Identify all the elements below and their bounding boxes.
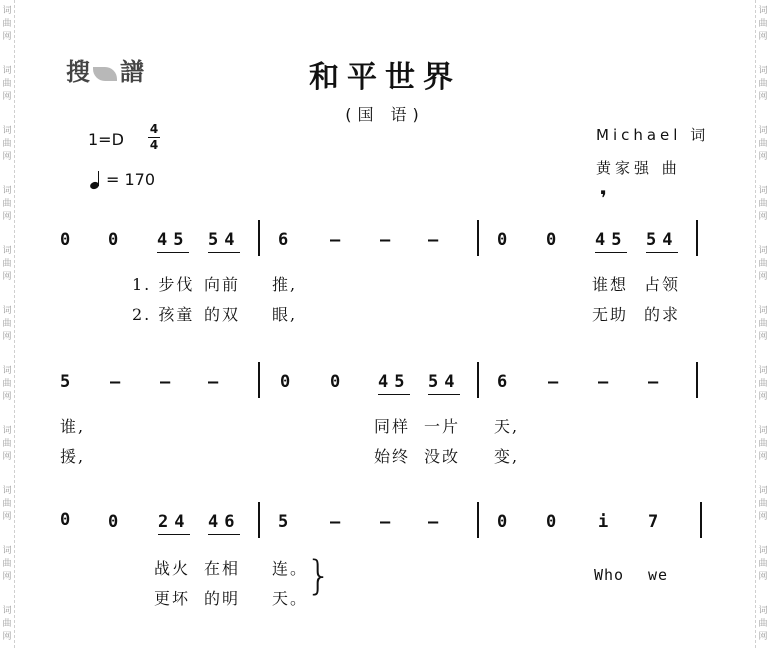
lyric: 一片 xyxy=(424,417,461,436)
watermark-char: 曲 xyxy=(758,139,768,149)
note: 5 xyxy=(60,372,71,392)
dash: – xyxy=(648,372,659,392)
lyric: 没改 xyxy=(424,447,461,466)
watermark-char: 曲 xyxy=(2,379,12,389)
lyric: 向前 xyxy=(204,275,241,294)
lyricist-credit: Michael 词 xyxy=(596,126,710,144)
bar-line xyxy=(258,220,260,256)
note: 0 xyxy=(546,230,557,250)
watermark-char: 网 xyxy=(2,512,12,522)
watermark-char: 曲 xyxy=(758,379,768,389)
watermark-char: 曲 xyxy=(2,499,12,509)
watermark-char: 网 xyxy=(758,632,768,642)
note-group: 46 xyxy=(208,512,240,535)
note: 5 xyxy=(278,512,289,532)
watermark-char: 词 xyxy=(2,366,12,376)
watermark-char: 曲 xyxy=(758,199,768,209)
note: 0 xyxy=(546,512,557,532)
note: 6 xyxy=(278,230,289,250)
watermark-char: 网 xyxy=(2,392,12,402)
bar-line xyxy=(477,362,479,398)
lyric: 天, xyxy=(494,417,520,436)
watermark-char: 词 xyxy=(758,366,768,376)
note-group: 45 xyxy=(157,230,189,253)
note-group: 54 xyxy=(646,230,678,253)
dash: – xyxy=(428,512,439,532)
watermark-char: 曲 xyxy=(758,499,768,509)
dash: – xyxy=(380,230,391,250)
note: 7 xyxy=(648,512,659,532)
watermark-char: 曲 xyxy=(2,319,12,329)
dash: – xyxy=(428,230,439,250)
watermark-char: 词 xyxy=(2,186,12,196)
lyric: 天。 xyxy=(272,589,309,608)
lyric: 同样 xyxy=(374,417,411,436)
watermark-char: 词 xyxy=(758,186,768,196)
watermark-char: 词 xyxy=(758,66,768,76)
lyric: 的双 xyxy=(204,305,241,324)
watermark-char: 词 xyxy=(758,546,768,556)
watermark-char: 网 xyxy=(758,332,768,342)
watermark-char: 曲 xyxy=(758,319,768,329)
language-subtitle: (国 语) xyxy=(345,105,425,124)
bar-line xyxy=(477,502,479,538)
watermark-char: 曲 xyxy=(2,559,12,569)
watermark-char: 词 xyxy=(2,606,12,616)
watermark-char: 网 xyxy=(2,632,12,642)
watermark-char: 网 xyxy=(2,272,12,282)
watermark-char: 曲 xyxy=(2,79,12,89)
composer-credit: 黄家强 曲 xyxy=(596,159,681,177)
note: 0 xyxy=(497,230,508,250)
watermark-char: 网 xyxy=(2,332,12,342)
note-group: 54 xyxy=(208,230,240,253)
watermark-char: 网 xyxy=(758,392,768,402)
note: 0 xyxy=(108,512,119,532)
lyric: 更坏 xyxy=(154,589,191,608)
watermark-char: 词 xyxy=(2,246,12,256)
watermark-char: 网 xyxy=(2,92,12,102)
note: 0 xyxy=(60,510,71,530)
watermark-char: 曲 xyxy=(758,439,768,449)
bar-line xyxy=(696,362,698,398)
dash: – xyxy=(598,372,609,392)
lyric: 谁想 xyxy=(592,275,629,294)
watermark-char: 网 xyxy=(2,572,12,582)
watermark-char: 词 xyxy=(2,66,12,76)
lyric: 连。 xyxy=(272,559,309,578)
watermark-char: 词 xyxy=(758,306,768,316)
tempo-marking xyxy=(90,170,155,189)
watermark-char: 词 xyxy=(758,426,768,436)
note-group: 54 xyxy=(428,372,460,395)
watermark-char: 词 xyxy=(758,486,768,496)
watermark-char: 曲 xyxy=(2,19,12,29)
watermark-char: 词 xyxy=(758,126,768,136)
bar-line xyxy=(700,502,702,538)
lyric: 变, xyxy=(494,447,520,466)
watermark-char: 曲 xyxy=(758,259,768,269)
dash: – xyxy=(380,512,391,532)
note: i xyxy=(598,512,609,532)
time-signature xyxy=(148,122,160,153)
key-signature: 1=D xyxy=(88,130,124,149)
watermark-char: 词 xyxy=(2,126,12,136)
watermark-char: 网 xyxy=(2,152,12,162)
watermark-char: 曲 xyxy=(2,139,12,149)
logo-char-left: 搜 xyxy=(66,57,90,86)
lyric: 眼, xyxy=(272,305,298,324)
note: 0 xyxy=(330,372,341,392)
note-group: 45 xyxy=(378,372,410,395)
note: 0 xyxy=(108,230,119,250)
lyric: 的明 xyxy=(204,589,241,608)
time-sig-top: 4 xyxy=(149,122,159,136)
watermark-char: 网 xyxy=(758,92,768,102)
lyric-english: Who xyxy=(594,566,625,584)
lyric: 推, xyxy=(272,275,298,294)
lyric: 在相 xyxy=(204,559,241,578)
lyric: 始终 xyxy=(374,447,411,466)
watermark-char: 词 xyxy=(2,306,12,316)
watermark-char: 曲 xyxy=(758,619,768,629)
note-group: 45 xyxy=(595,230,627,253)
watermark-char: 网 xyxy=(758,212,768,222)
watermark-char: 词 xyxy=(2,486,12,496)
dash: – xyxy=(110,372,121,392)
dash: – xyxy=(548,372,559,392)
verse-brace: } xyxy=(306,553,332,599)
watermark-char: 词 xyxy=(2,426,12,436)
breath-mark: ❜ xyxy=(600,186,607,210)
dash: – xyxy=(208,372,219,392)
lyric-english: we xyxy=(648,566,669,584)
watermark-char: 网 xyxy=(2,452,12,462)
tempo-value: = 170 xyxy=(106,170,156,189)
watermark-char: 网 xyxy=(758,452,768,462)
watermark-char: 网 xyxy=(758,272,768,282)
watermark-char: 曲 xyxy=(2,259,12,269)
watermark-char: 曲 xyxy=(758,79,768,89)
watermark-char: 曲 xyxy=(2,619,12,629)
watermark-char: 网 xyxy=(758,512,768,522)
watermark-char: 网 xyxy=(2,212,12,222)
logo-char-right: 譜 xyxy=(120,57,144,86)
watermark-char: 词 xyxy=(2,6,12,16)
song-title: 和平世界 xyxy=(309,60,461,95)
dash: – xyxy=(330,512,341,532)
dash: – xyxy=(330,230,341,250)
left-watermark-strip xyxy=(0,0,15,648)
watermark-char: 曲 xyxy=(758,559,768,569)
note: 0 xyxy=(280,372,291,392)
watermark-char: 网 xyxy=(758,32,768,42)
bar-line xyxy=(258,502,260,538)
quarter-note-icon xyxy=(90,171,100,189)
lyric: 1. 步伐 xyxy=(132,275,195,294)
watermark-char: 词 xyxy=(758,246,768,256)
lyric: 的求 xyxy=(644,305,681,324)
bar-line xyxy=(477,220,479,256)
watermark-char: 词 xyxy=(758,6,768,16)
lyric: 占领 xyxy=(644,275,681,294)
right-watermark-strip xyxy=(755,0,770,648)
watermark-char: 曲 xyxy=(2,199,12,209)
watermark-char: 网 xyxy=(758,152,768,162)
time-sig-bottom: 4 xyxy=(149,138,159,152)
watermark-char: 网 xyxy=(758,572,768,582)
lyric: 无助 xyxy=(592,305,629,324)
lyric: 战火 xyxy=(154,559,191,578)
note: 0 xyxy=(60,230,71,250)
lyric: 2. 孩童 xyxy=(132,305,195,324)
watermark-char: 曲 xyxy=(758,19,768,29)
watermark-char: 词 xyxy=(758,606,768,616)
note: 0 xyxy=(497,512,508,532)
lyric: 援, xyxy=(60,447,86,466)
watermark-char: 网 xyxy=(2,32,12,42)
note: 6 xyxy=(497,372,508,392)
bar-line xyxy=(696,220,698,256)
watermark-char: 词 xyxy=(2,546,12,556)
bar-line xyxy=(258,362,260,398)
lyric: 谁, xyxy=(60,417,86,436)
note-group: 24 xyxy=(158,512,190,535)
watermark-char: 曲 xyxy=(2,439,12,449)
dash: – xyxy=(160,372,171,392)
